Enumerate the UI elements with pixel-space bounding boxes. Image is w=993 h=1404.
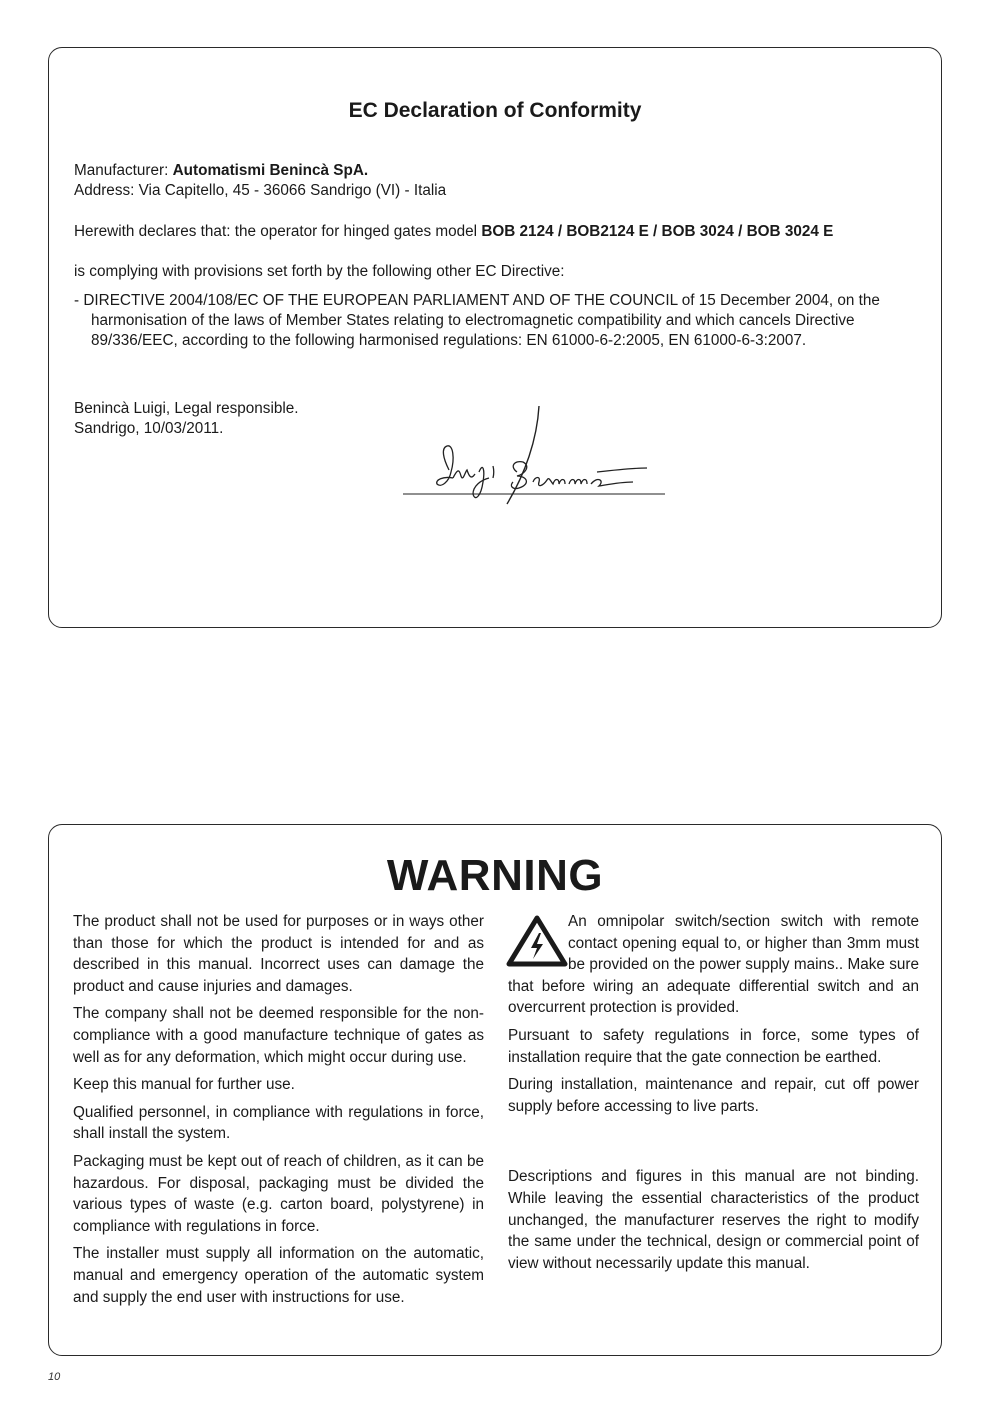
- ec-declaration-box: [48, 47, 942, 628]
- warning-paragraph: Pursuant to safety regulations in force, some types of installation require that the gate connection be earthed.: [508, 1026, 919, 1066]
- warning-paragraph: Packaging must be kept out of reach of children, as it can be hazardous. For disposal, packaging must be divided the various types of waste (e.g. carton board, polystyrene) in compliance with regulations in force.: [73, 1152, 484, 1235]
- warning-paragraph: Descriptions and figures in this manual are not binding. While leaving the essential characteristics of the product unchanged, the manufacturer reserves the right to modify the same under the technical, design or commercial point of view without necessarily update this manual.: [508, 1168, 919, 1272]
- handwritten-signature: [401, 400, 667, 512]
- signatory-line: Benincà Luigi, Legal responsible.: [74, 400, 299, 417]
- warning-paragraph: The product shall not be used for purposes or in ways other than those for which the product is intended for and as described in this manual. Incorrect uses can damage the product and cause injuries and damages.: [73, 913, 484, 995]
- warning-title: WARNING: [386, 851, 604, 900]
- declaration-line: [74, 222, 924, 242]
- warning-paragraph: Qualified personnel, in compliance with regulations in force, shall install the system.: [73, 1103, 484, 1143]
- address-line: Address: Via Capitello, 45 - 36066 Sandrigo (VI) - Italia: [74, 182, 447, 199]
- manufacturer-label: Manufacturer:: [74, 162, 173, 179]
- warning-box: [48, 824, 942, 1356]
- warning-paragraph: Keep this manual for further use.: [73, 1076, 295, 1094]
- place-date-line: Sandrigo, 10/03/2011.: [74, 420, 224, 437]
- manufacturer-name: Automatismi Benincà SpA.: [172, 162, 369, 179]
- directive-paragraph: - DIRECTIVE 2004/108/EC OF THE EUROPEAN PARLIAMENT AND OF THE COUNCIL of 15 December 2004, on the harmonisation of the laws of Member States relating to electromagnetic compatibility and which cancels Directive 89/336/EEC, according to the following harmonised regulations: EN 61000-6-2:2005, EN 61000-6-3:2007.: [74, 292, 880, 349]
- warning-paragraph: The company shall not be deemed responsible for the non-compliance with a good manufacture technique of gates as well as for any deformation, which might occur during use.: [73, 1005, 484, 1066]
- ec-declaration-title: EC Declaration of Conformity: [348, 99, 642, 122]
- warning-paragraph: An omnipolar switch/section switch with remote contact opening equal to, or higher than 3mm must be provided on the power supply mains.. Make sure that before wiring an adequate differential switch and an overcurrent protection is provided.: [508, 913, 919, 1017]
- model-list: BOB 2124 / BOB2124 E / BOB 3024 / BOB 3024 E: [481, 223, 834, 240]
- warning-left-column: [73, 911, 484, 1314]
- declaration-prefix: Herewith declares that: the operator for hinged gates model: [74, 223, 482, 240]
- complying-line: is complying with provisions set forth by the following other EC Directive:: [74, 263, 565, 280]
- warning-paragraph: During installation, maintenance and repair, cut off power supply before accessing to live parts.: [508, 1076, 919, 1115]
- manufacturer-line: [74, 161, 924, 181]
- page-number: 10: [48, 1371, 61, 1383]
- warning-paragraph: The installer must supply all information on the automatic, manual and emergency operation of the automatic system and supply the end user with instructions for use.: [73, 1245, 484, 1306]
- warning-right-column: [508, 911, 919, 1280]
- electrical-hazard-icon: [506, 915, 568, 967]
